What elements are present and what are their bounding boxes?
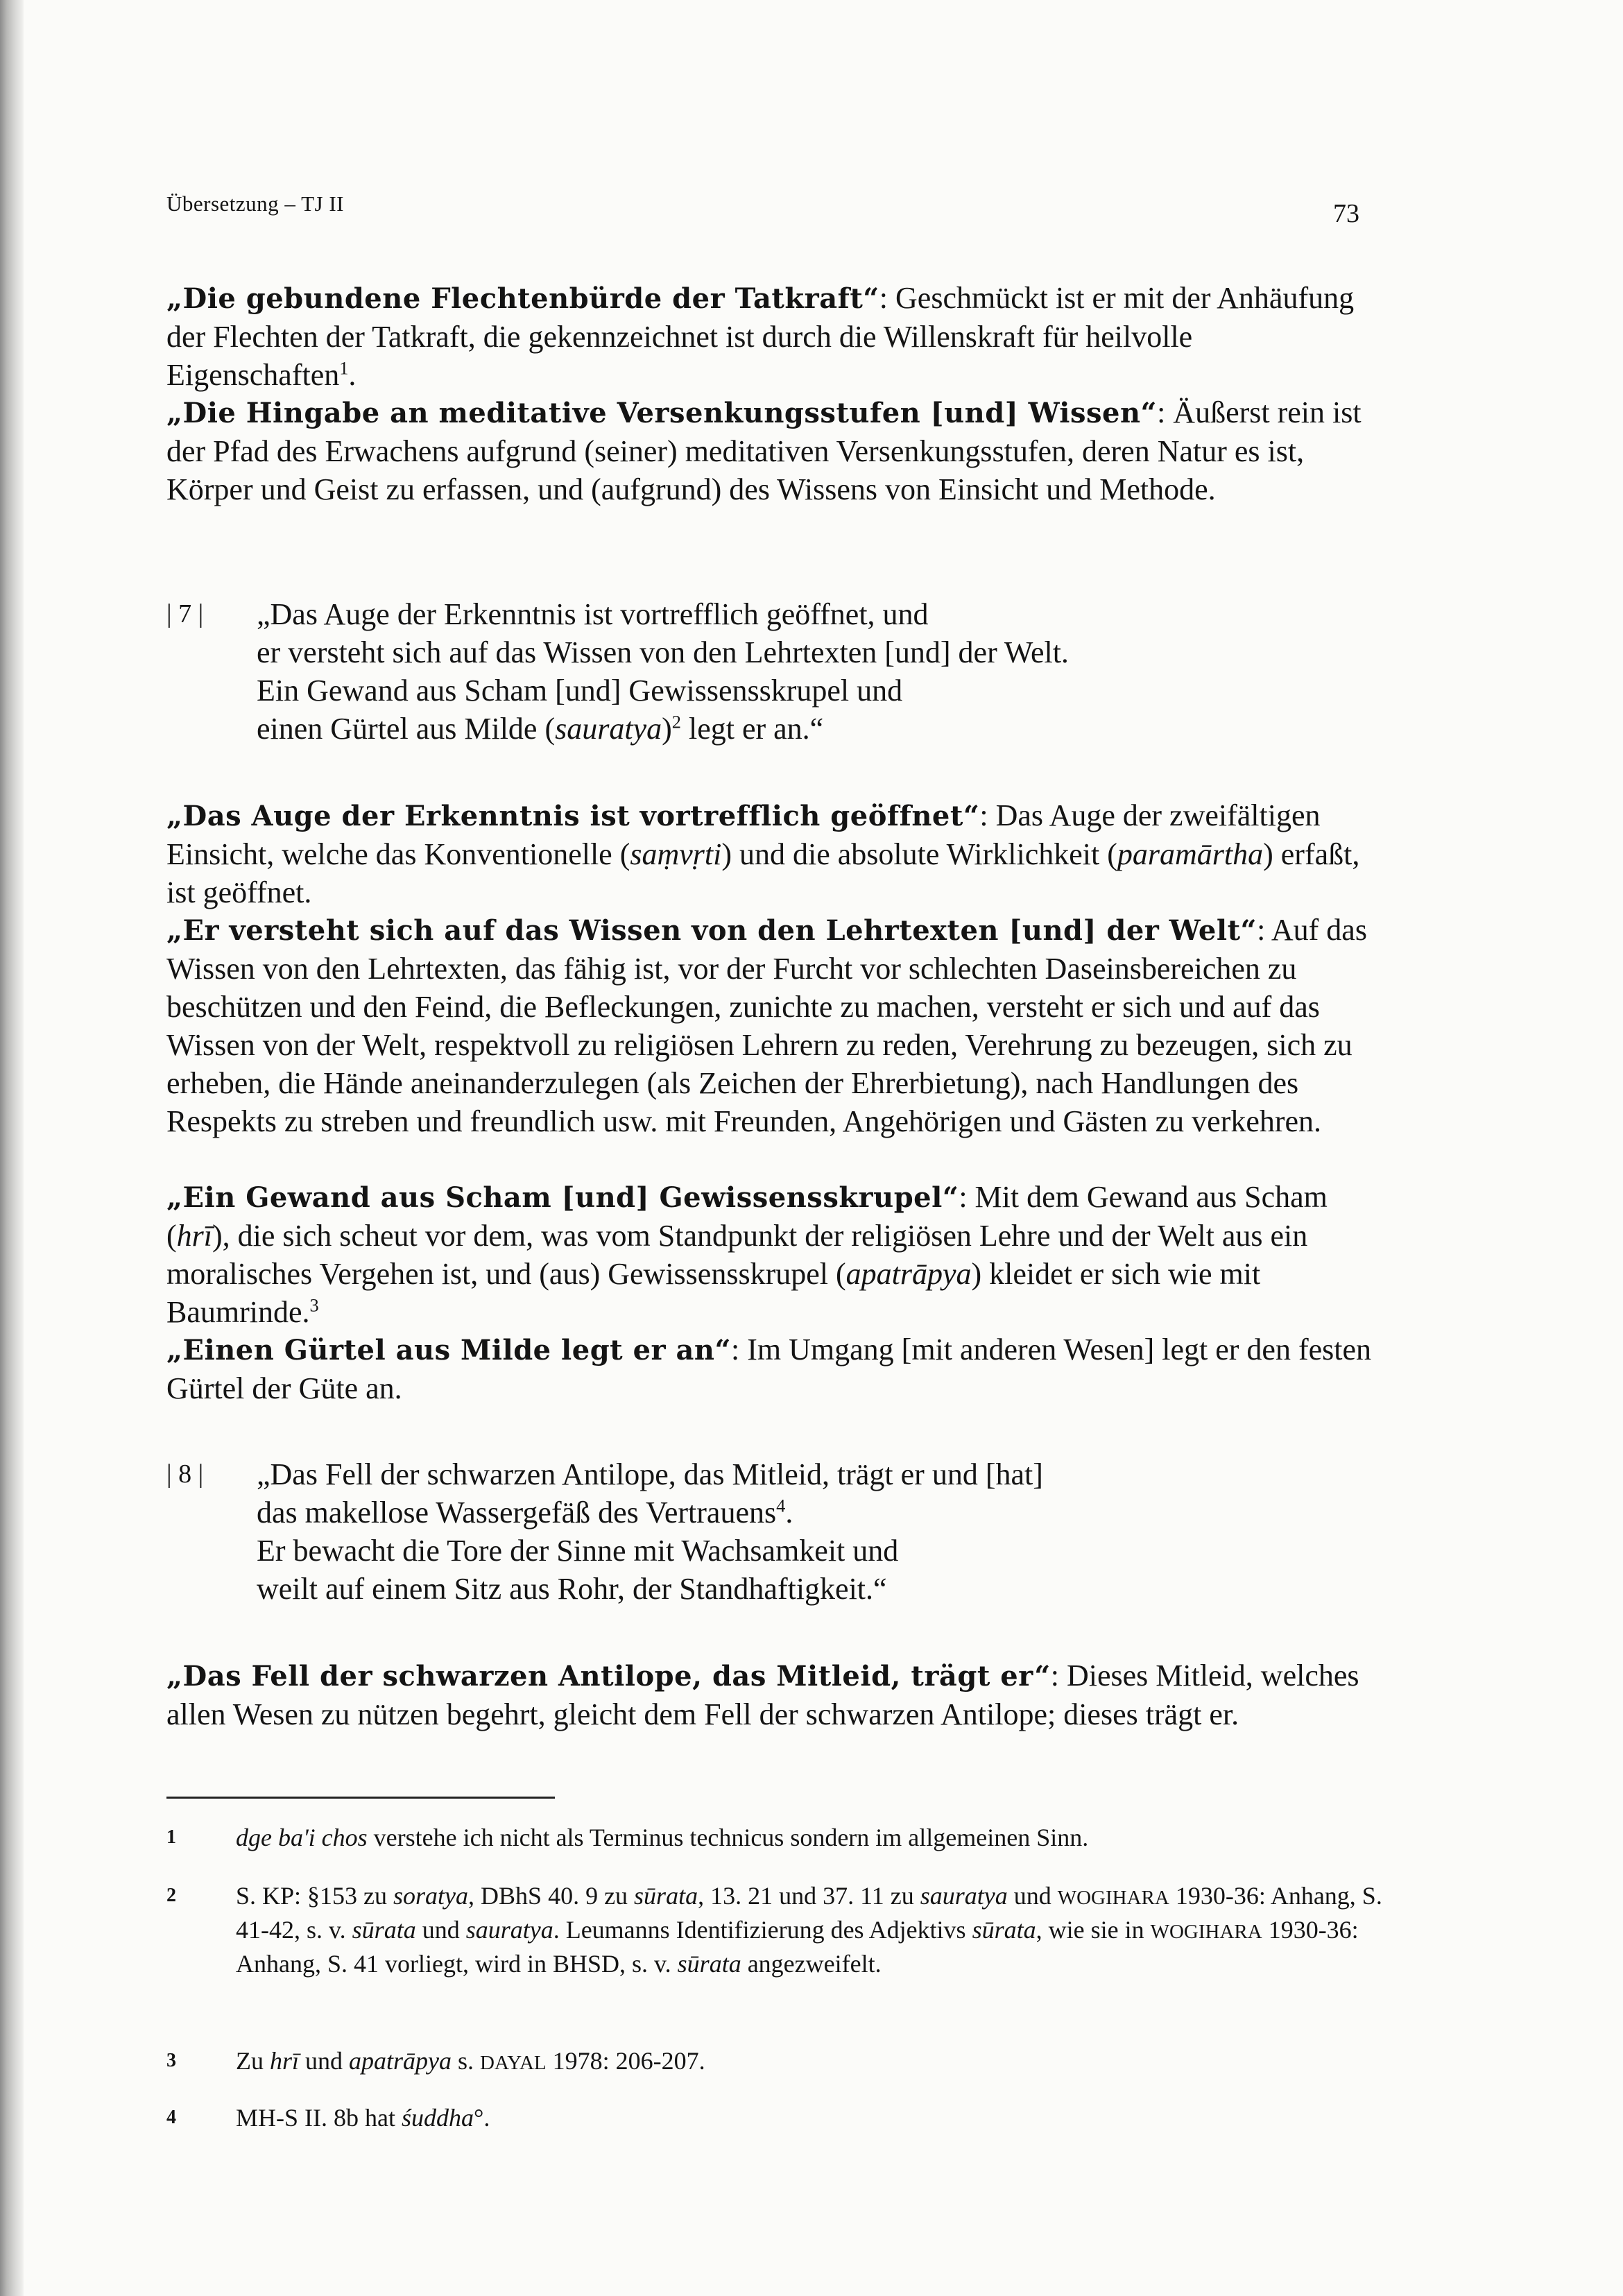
commentary-paragraph-6: „Einen Gürtel aus Milde legt er an“: Im Umgang [mit anderen Wesen] legt er den festen Gürtel der Güte an.	[166, 1333, 1372, 1405]
footnote-ref[interactable]: 1	[339, 357, 349, 379]
footnote-3: 3 Zu hrī und apatrāpya s. DAYAL 1978: 206-207.	[166, 2045, 1387, 2079]
footnote-number: 4	[166, 2107, 176, 2128]
lemma: „Die Hingabe an meditative Versenkungsstufen [und] Wissen“	[166, 397, 1158, 429]
footnote-number: 3	[166, 2050, 176, 2071]
commentary-paragraph-4: „Er versteht sich auf das Wissen von den Lehrtexten [und] der Welt“: Auf das Wissen von den Lehrtexten, das fähig ist, vor der Furcht vor schlechten Daseinsbereichen zu beschützen und den Feind, die Befleckungen, zunichte zu machen, versteht er sich und auf das Wissen von der Welt, respektvoll zu religiösen Lehrern zu reden, Verehrung zu bezeugen, sich zu erheben, die Hände aneinanderzulegen (als Zeichen der Ehrerbietung), nach Handlungen des Respekts zu streben und freundlich usw. mit Freunden, Angehörigen und Gästen zu verkehren.	[166, 913, 1367, 1138]
commentary-paragraph-3: „Das Auge der Erkenntnis ist vortrefflich geöffnet“: Das Auge der zweifältigen Einsicht, welche das Konventionelle (saṃvṛti) und die absolute Wirklichkeit (paramārtha) erfaßt, ist geöffnet.	[166, 798, 1360, 909]
footnote-ref[interactable]: 4	[776, 1495, 786, 1516]
running-title: Übersetzung – TJ II	[166, 191, 345, 216]
verse-lines: „Das Auge der Erkenntnis ist vortrefflich geöffnet, und er versteht sich auf das Wissen von den Lehrtexten [und] der Welt. Ein Gewand aus Scham [und] Gewissensskrupel und einen Gürtel aus Milde (sauratya)$^2$ legt er an.“	[257, 597, 1069, 746]
lemma: „Das Auge der Erkenntnis ist vortrefflich geöffnet“	[166, 800, 980, 832]
footnote-4: 4 MH-S II. 8b hat śuddha°.	[166, 2102, 1387, 2134]
lemma: „Die gebundene Flechtenbürde der Tatkraft“	[166, 282, 879, 315]
commentary-paragraph-5: „Ein Gewand aus Scham [und] Gewissensskrupel“: Mit dem Gewand aus Scham (hrī), die sich scheut vor dem, was vom Standpunkt der religiösen Lehre und der Welt aus ein moralisches Vergehen ist, und (aus) Gewissensskrupel (apatrāpya) kleidet er sich wie mit Baumrinde.$^3$	[166, 1180, 1328, 1329]
lemma: „Einen Gürtel aus Milde legt er an“	[166, 1334, 732, 1367]
footnote-2: 2 S. KP: §153 zu soratya, DBhS 40. 9 zu sūrata, 13. 21 und 37. 11 zu sauratya und WOGIHARA 1930-36: Anhang, S. 41-42, s. v. sūrata und sauratya. Leumanns Identifizierung des Adjektivs sūrata, wie sie in WOGIHARA 1930-36: Anhang, S. 41 vorliegt, wird in BHSD, s. v. sūrata angezweifelt.	[166, 1880, 1387, 1980]
commentary-paragraph-1: „Die gebundene Flechtenbürde der Tatkraft“: Geschmückt ist er mit der Anhäufung der Flechten der Tatkraft, die gekennzeichnet ist durch die Willenskraft für heilvolle Eigenschaften$^1$.	[166, 281, 1355, 392]
footnote-1: 1 dge ba'i chos verstehe ich nicht als Terminus technicus sondern im allgemeinen Sinn.	[166, 1822, 1387, 1853]
lemma: „Ein Gewand aus Scham [und] Gewissensskrupel“	[166, 1181, 959, 1214]
lemma: „Er versteht sich auf das Wissen von den Lehrtexten [und] der Welt“	[166, 914, 1257, 947]
footnote-ref[interactable]: 3	[309, 1294, 319, 1316]
lemma: „Das Fell der schwarzen Antilope, das Mitleid, trägt er“	[166, 1660, 1051, 1693]
commentary-paragraph-2: „Die Hingabe an meditative Versenkungsstufen [und] Wissen“: Äußerst rein ist der Pfad des Erwachens aufgrund (seiner) meditativen Versenkungsstufen, deren Natur es ist, Körper und Geist zu erfassen, und (aufgrund) des Wissens von Einsicht und Methode.	[166, 395, 1362, 506]
footnote-separator	[166, 1797, 555, 1799]
footnote-number: 2	[166, 1885, 176, 1906]
commentary-paragraph-7: „Das Fell der schwarzen Antilope, das Mitleid, trägt er“: Dieses Mitleid, welches allen Wesen zu nützen begehrt, gleicht dem Fell der schwarzen Antilope; dieses trägt er.	[166, 1659, 1359, 1731]
page-number: 73	[1333, 199, 1359, 228]
footnote-number: 1	[166, 1826, 176, 1848]
verse-number: | 7 |	[166, 599, 204, 628]
verse-lines: „Das Fell der schwarzen Antilope, das Mitleid, trägt er und [hat] das makellose Wassergefäß des Vertrauens$^4$. Er bewacht die Tore der Sinne mit Wachsamkeit und weilt auf einem Sitz aus Rohr, der Standhaftigkeit.“	[257, 1457, 1043, 1606]
footnote-ref[interactable]: 2	[671, 711, 681, 733]
verse-number: | 8 |	[166, 1459, 204, 1489]
